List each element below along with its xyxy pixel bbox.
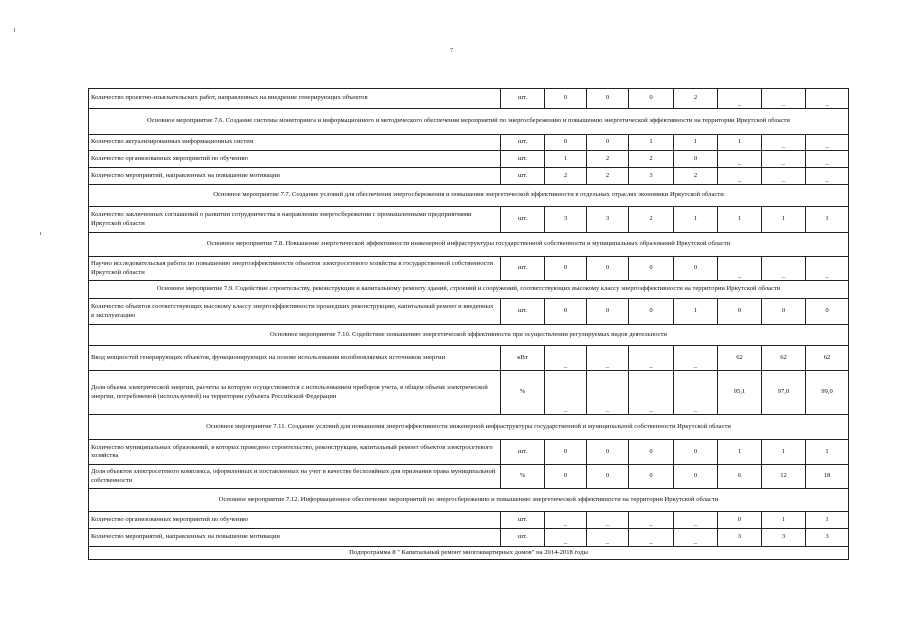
table-row — [89, 151, 849, 168]
table-row — [89, 440, 849, 465]
value-cell: 62 — [806, 346, 849, 371]
table-row — [89, 168, 849, 185]
value-cell: _ — [718, 257, 762, 281]
value-cell: 1 — [674, 299, 718, 325]
indicator-name-cell: Количество организованных мероприятий по обучению — [89, 512, 501, 529]
value-cell: 0 — [629, 440, 674, 465]
value-cell: 2 — [629, 151, 674, 168]
value-cell: 0 — [587, 299, 629, 325]
section-title: Основное мероприятие 7.12. Информационное обеспечение мероприятий по энергосбережению и повышению энергетической эффективности на территории Иркутской области — [89, 489, 849, 512]
indicator-name-cell: Количество актуализированных информационных систем — [89, 135, 501, 151]
value-cell: 2 — [674, 168, 718, 185]
value-cell: 0 — [806, 299, 849, 325]
table-row — [89, 89, 849, 109]
value-cell: 0 — [674, 440, 718, 465]
section-header-row — [89, 415, 849, 440]
unit-cell: кВт — [501, 346, 545, 371]
value-cell: 0 — [545, 135, 587, 151]
value-cell: 0 — [674, 257, 718, 281]
table-row — [89, 299, 849, 325]
value-cell: 1 — [762, 512, 806, 529]
value-cell: _ — [718, 168, 762, 185]
value-cell: 1 — [806, 512, 849, 529]
unit-cell: % — [501, 465, 545, 489]
value-cell: _ — [587, 346, 629, 371]
value-cell: 1 — [629, 135, 674, 151]
unit-cell: шт. — [501, 512, 545, 529]
value-cell: _ — [674, 371, 718, 415]
value-cell: 0 — [629, 257, 674, 281]
value-cell: 1 — [718, 207, 762, 233]
section-title: Основное мероприятие 7.10. Содействие повышению энергетической эффективности при осуществлении регулируемых видов деятельности — [89, 325, 849, 346]
value-cell: 1 — [762, 440, 806, 465]
value-cell: _ — [545, 371, 587, 415]
indicators-table-body — [89, 89, 849, 560]
value-cell: 95,1 — [718, 371, 762, 415]
value-cell: 3 — [806, 529, 849, 547]
value-cell: _ — [587, 512, 629, 529]
value-cell: 3 — [545, 207, 587, 233]
value-cell: 0 — [587, 440, 629, 465]
value-cell: _ — [762, 135, 806, 151]
value-cell: 0 — [762, 299, 806, 325]
value-cell: _ — [545, 529, 587, 547]
value-cell: 18 — [806, 465, 849, 489]
value-cell: _ — [587, 529, 629, 547]
value-cell: 0 — [718, 299, 762, 325]
indicator-name-cell: Количество мероприятий, направленных на повышение мотивации — [89, 529, 501, 547]
unit-cell: шт. — [501, 529, 545, 547]
value-cell: _ — [806, 168, 849, 185]
value-cell: 3 — [762, 529, 806, 547]
table-row — [89, 346, 849, 371]
section-title: Основное мероприятие 7.6. Создание системы мониторинга и информационного и методического обеспечения мероприятий по энергосбережению и повышению энергетической эффективности на территории Иркутской области — [89, 109, 849, 135]
indicators-table — [88, 88, 849, 560]
value-cell: 2 — [587, 168, 629, 185]
table-row — [89, 207, 849, 233]
value-cell: 3 — [587, 207, 629, 233]
unit-cell: % — [501, 371, 545, 415]
value-cell: 0 — [587, 135, 629, 151]
value-cell: 2 — [674, 89, 718, 109]
unit-cell: шт. — [501, 135, 545, 151]
value-cell: 1 — [762, 207, 806, 233]
value-cell: 99,0 — [806, 371, 849, 415]
value-cell: 2 — [629, 207, 674, 233]
value-cell: _ — [674, 512, 718, 529]
value-cell: 0 — [718, 512, 762, 529]
indicator-name-cell: Доля объектов электросетевого комплекса, оформленных и поставленных на учет в качестве бесхозяйных для признания права муниципальной собственности — [89, 465, 501, 489]
indicator-name-cell: Ввод мощностей генерирующих объектов, функционирующих на основе использования возобновляемых источников энергии — [89, 346, 501, 371]
scan-edge-mark-left-lower — [40, 232, 41, 235]
value-cell: _ — [545, 512, 587, 529]
value-cell: 0 — [587, 465, 629, 489]
table-row — [89, 512, 849, 529]
section-title: Подпрограмма 8 " Капитальный ремонт многоквартирных домов" на 2014-2018 годы — [89, 547, 849, 560]
value-cell: 62 — [718, 346, 762, 371]
indicator-name-cell: Научно исследовательская работа по повышению энергоэффективности объектов электросетевого хозяйства в государственной собственности Иркутской области — [89, 257, 501, 281]
section-title: Основное мероприятие 7.9. Содействие строительству, реконструкции и капитальному ремонту зданий, строений и сооружений, соответствующих высокому классу энергоэффективности на территории Иркутской области — [89, 281, 849, 299]
unit-cell: шт. — [501, 89, 545, 109]
value-cell: 0 — [545, 440, 587, 465]
indicator-name-cell: Количество муниципальных образований, в которых проведено строительство, реконструкция, капитальный ремонт объектов электросетевого хозяйства — [89, 440, 501, 465]
value-cell: 6 — [718, 465, 762, 489]
unit-cell: шт. — [501, 257, 545, 281]
section-title: Основное мероприятие 7.8. Повышение энергетической эффективности инженерной инфраструктуры государственной собственности и муниципальных образований Иркутской области — [89, 233, 849, 257]
section-header-row — [89, 233, 849, 257]
section-header-row — [89, 185, 849, 207]
value-cell: 0 — [629, 465, 674, 489]
indicator-name-cell: Количество проектно-изыскательских работ, направленных на внедрение генерирующих объектов — [89, 89, 501, 109]
section-header-row — [89, 325, 849, 346]
value-cell: 0 — [587, 257, 629, 281]
value-cell: _ — [718, 89, 762, 109]
page-number: 7 — [450, 48, 453, 54]
section-title: Основное мероприятие 7.11. Создание условий для повышения энергоэффективности инженерной инфраструктуры государственной и муниципальной собственности Иркутской области — [89, 415, 849, 440]
table-row — [89, 465, 849, 489]
value-cell: 0 — [674, 151, 718, 168]
table-row — [89, 371, 849, 415]
value-cell: _ — [806, 151, 849, 168]
unit-cell: шт. — [501, 151, 545, 168]
value-cell: 0 — [674, 465, 718, 489]
section-header-row — [89, 109, 849, 135]
unit-cell: шт. — [501, 168, 545, 185]
value-cell: _ — [806, 89, 849, 109]
scan-edge-mark-left — [14, 28, 15, 32]
value-cell: 1 — [806, 440, 849, 465]
value-cell: 1 — [674, 207, 718, 233]
value-cell: _ — [762, 168, 806, 185]
value-cell: 1 — [718, 135, 762, 151]
value-cell: _ — [629, 346, 674, 371]
value-cell: _ — [629, 529, 674, 547]
section-title: Основное мероприятие 7.7. Создание условий для обеспечения энергосбережения и повышения энергетической эффективности в отдельных отраслях экономики Иркутской области — [89, 185, 849, 207]
value-cell: _ — [674, 529, 718, 547]
value-cell: _ — [762, 89, 806, 109]
table-row — [89, 257, 849, 281]
indicator-name-cell: Доля объема электрической энергии, расчеты за которую осуществляются с использованием приборов учета, в общем объеме электрической энергии, потребляемой (используемой) на территории субъекта Российской Федерации — [89, 371, 501, 415]
value-cell: _ — [674, 346, 718, 371]
indicator-name-cell: Количество заключенных соглашений о развитии сотрудничества в направлении энергосбережения с промышленными предприятиями Иркутской области — [89, 207, 501, 233]
indicator-name-cell: Количество объектов соответствующих высокому классу энергоэффективности прошедших реконструкцию, капитальный ремонт и введенных в эксплуатацию — [89, 299, 501, 325]
value-cell: 1 — [674, 135, 718, 151]
value-cell: 12 — [762, 465, 806, 489]
value-cell: 0 — [587, 89, 629, 109]
value-cell: 62 — [762, 346, 806, 371]
value-cell: 1 — [806, 207, 849, 233]
value-cell: _ — [629, 512, 674, 529]
value-cell: _ — [806, 135, 849, 151]
value-cell: 2 — [545, 168, 587, 185]
section-header-row — [89, 547, 849, 560]
value-cell: 0 — [545, 257, 587, 281]
unit-cell: шт. — [501, 299, 545, 325]
value-cell: 97,0 — [762, 371, 806, 415]
value-cell: _ — [718, 151, 762, 168]
unit-cell: шт. — [501, 440, 545, 465]
value-cell: 1 — [718, 440, 762, 465]
value-cell: _ — [762, 151, 806, 168]
section-header-row — [89, 489, 849, 512]
value-cell: 2 — [587, 151, 629, 168]
value-cell: 0 — [545, 299, 587, 325]
value-cell: 1 — [545, 151, 587, 168]
value-cell: _ — [629, 371, 674, 415]
value-cell: 0 — [629, 89, 674, 109]
value-cell: 0 — [545, 89, 587, 109]
unit-cell: шт. — [501, 207, 545, 233]
table-row — [89, 135, 849, 151]
table-row — [89, 529, 849, 547]
section-header-row — [89, 281, 849, 299]
value-cell: 3 — [718, 529, 762, 547]
value-cell: _ — [545, 346, 587, 371]
indicator-name-cell: Количество организованных мероприятий по обучению — [89, 151, 501, 168]
value-cell: _ — [762, 257, 806, 281]
value-cell: 3 — [629, 168, 674, 185]
indicator-name-cell: Количество мероприятий, направленных на повышение мотивации — [89, 168, 501, 185]
value-cell: _ — [806, 257, 849, 281]
value-cell: 0 — [629, 299, 674, 325]
value-cell: _ — [587, 371, 629, 415]
value-cell: 0 — [545, 465, 587, 489]
